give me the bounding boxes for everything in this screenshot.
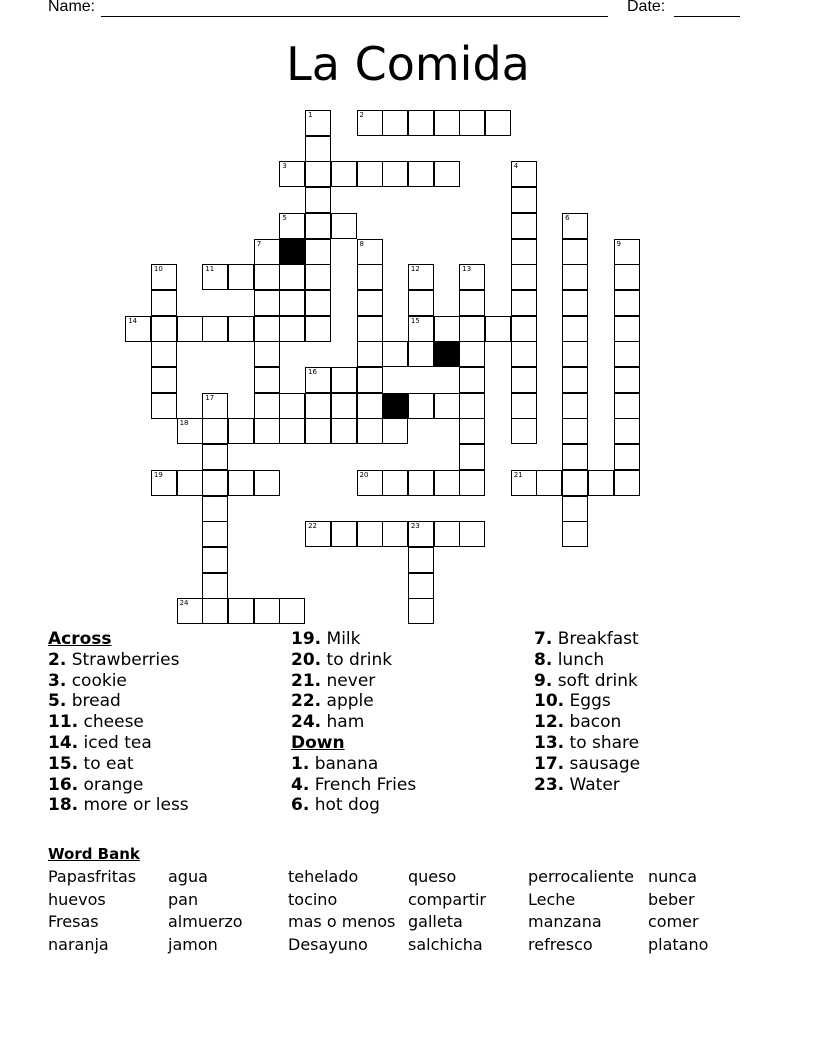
clue-across bbox=[48, 754, 189, 775]
grid-cell[interactable] bbox=[434, 470, 460, 496]
clue-down bbox=[534, 650, 640, 671]
grid-cell[interactable] bbox=[305, 161, 331, 187]
clue-number: 14 bbox=[128, 316, 138, 325]
page-title: La Comida bbox=[286, 37, 530, 91]
grid-cell[interactable] bbox=[562, 444, 588, 470]
clue-across bbox=[48, 733, 189, 754]
clue-text: cookie bbox=[71, 670, 127, 691]
clue-text: hot dog bbox=[314, 795, 380, 816]
grid-cell[interactable] bbox=[279, 290, 305, 316]
grid-cell[interactable] bbox=[151, 367, 177, 393]
clue-number: 10 bbox=[153, 265, 163, 274]
grid-cell[interactable] bbox=[511, 341, 537, 367]
clue-number: 15. bbox=[48, 753, 79, 774]
grid-cell[interactable] bbox=[357, 470, 383, 496]
clue-number: 23 bbox=[410, 522, 420, 531]
clue-across bbox=[48, 795, 189, 816]
grid-cell[interactable] bbox=[511, 161, 537, 187]
grid-cell[interactable] bbox=[331, 161, 357, 187]
grid-cell[interactable] bbox=[562, 393, 588, 419]
grid-cell[interactable] bbox=[202, 418, 228, 444]
word-bank-item: manzana bbox=[528, 912, 602, 931]
grid-cell[interactable] bbox=[357, 110, 383, 136]
grid-cell[interactable] bbox=[151, 264, 177, 290]
clue-text: bread bbox=[71, 691, 121, 712]
grid-cell[interactable] bbox=[511, 187, 537, 213]
grid-cell[interactable] bbox=[408, 547, 434, 573]
clue-number: 16 bbox=[308, 368, 318, 376]
grid-cell[interactable] bbox=[202, 316, 228, 342]
grid-cell[interactable] bbox=[357, 239, 383, 265]
grid-cell[interactable] bbox=[434, 161, 460, 187]
grid-cell[interactable] bbox=[331, 367, 357, 393]
grid-cell[interactable] bbox=[408, 521, 434, 547]
grid-cell[interactable] bbox=[254, 598, 280, 624]
grid-cell[interactable] bbox=[614, 290, 640, 316]
clue-number: 19 bbox=[153, 470, 163, 479]
clue-text: to eat bbox=[83, 753, 134, 774]
clue-text: to share bbox=[569, 732, 640, 753]
grid-cell[interactable] bbox=[305, 316, 331, 342]
grid-cell[interactable] bbox=[408, 598, 434, 624]
clue-down bbox=[534, 691, 640, 712]
grid-cell[interactable] bbox=[357, 341, 383, 367]
word-bank-item: refresco bbox=[528, 934, 593, 954]
clue-number: 4. bbox=[291, 774, 310, 795]
grid-cell[interactable] bbox=[562, 470, 588, 496]
grid-cell[interactable] bbox=[459, 316, 485, 342]
clue-text: never bbox=[326, 670, 376, 691]
grid-cell[interactable] bbox=[305, 393, 331, 419]
grid-cell[interactable] bbox=[562, 367, 588, 393]
grid-cell[interactable] bbox=[408, 161, 434, 187]
grid-cell[interactable] bbox=[305, 187, 331, 213]
grid-cell[interactable] bbox=[408, 341, 434, 367]
clue-text: sausage bbox=[569, 753, 641, 774]
clue-number: 13 bbox=[462, 265, 472, 274]
grid-cell[interactable] bbox=[125, 316, 151, 342]
clue-number: 5. bbox=[48, 691, 67, 712]
clue-heading: Down bbox=[291, 732, 345, 753]
clue-number: 22 bbox=[308, 522, 318, 531]
clue-text: cheese bbox=[83, 712, 144, 733]
grid-cell[interactable] bbox=[177, 316, 203, 342]
clue-number: 21 bbox=[513, 470, 523, 479]
grid-cell[interactable] bbox=[408, 393, 434, 419]
clue-number: 23. bbox=[534, 774, 565, 795]
clue-text: Strawberries bbox=[71, 649, 180, 670]
word-bank-item: salchicha bbox=[408, 934, 483, 954]
grid-cell[interactable] bbox=[279, 393, 305, 419]
grid-cell[interactable] bbox=[254, 418, 280, 444]
clue-text: soft drink bbox=[557, 670, 638, 691]
grid-cell[interactable] bbox=[459, 470, 485, 496]
grid-cell[interactable] bbox=[357, 290, 383, 316]
clue-across bbox=[48, 775, 189, 796]
grid-cell[interactable] bbox=[228, 418, 254, 444]
grid-cell[interactable] bbox=[614, 316, 640, 342]
clue-text: Eggs bbox=[569, 691, 611, 712]
clue-text: Water bbox=[569, 774, 620, 795]
word-bank-item: galleta bbox=[408, 912, 463, 931]
clue-text: apple bbox=[326, 691, 374, 712]
clue-text: orange bbox=[83, 774, 144, 795]
grid-cell[interactable] bbox=[177, 470, 203, 496]
clue-across bbox=[48, 650, 189, 671]
word-bank-item: jamon bbox=[168, 934, 218, 954]
word-bank-item: tehelado bbox=[288, 867, 359, 886]
grid-cell[interactable] bbox=[614, 470, 640, 496]
clue-number: 12 bbox=[410, 265, 420, 274]
grid-cell[interactable] bbox=[562, 496, 588, 522]
grid-cell[interactable] bbox=[305, 521, 331, 547]
clue-number: 24. bbox=[291, 712, 322, 733]
clue-text: lunch bbox=[557, 649, 605, 670]
clue-number: 1 bbox=[308, 111, 313, 119]
clue-across bbox=[291, 650, 416, 671]
grid-cell[interactable] bbox=[254, 239, 280, 265]
word-bank-item: Leche bbox=[528, 889, 576, 909]
clue-heading: Across bbox=[48, 629, 112, 649]
clue-down bbox=[291, 795, 416, 816]
grid-cell[interactable] bbox=[408, 470, 434, 496]
grid-cell[interactable] bbox=[202, 264, 228, 290]
grid-cell[interactable] bbox=[151, 290, 177, 316]
clue-number: 20 bbox=[359, 470, 369, 479]
grid-cell[interactable] bbox=[562, 341, 588, 367]
grid-cell[interactable] bbox=[357, 393, 383, 419]
word-bank-title: Word Bank bbox=[48, 845, 140, 863]
clue-number: 6 bbox=[565, 213, 570, 222]
grid-cell[interactable] bbox=[357, 316, 383, 342]
grid-cell[interactable] bbox=[408, 110, 434, 136]
grid-cell[interactable] bbox=[614, 393, 640, 419]
clue-text: ham bbox=[326, 712, 365, 733]
grid-cell[interactable] bbox=[305, 290, 331, 316]
clue-down bbox=[534, 754, 640, 775]
word-bank-item: platano bbox=[648, 934, 709, 954]
grid-cell[interactable] bbox=[382, 418, 408, 444]
date-label: Date: bbox=[627, 0, 666, 15]
grid-cell[interactable] bbox=[536, 470, 562, 496]
grid-cell[interactable] bbox=[459, 521, 485, 547]
grid-cell[interactable] bbox=[562, 316, 588, 342]
grid-cell[interactable] bbox=[305, 264, 331, 290]
grid-cell[interactable] bbox=[408, 316, 434, 342]
word-bank-item: beber bbox=[648, 889, 695, 909]
word-bank-item: tocino bbox=[288, 889, 338, 909]
grid-cell[interactable] bbox=[151, 316, 177, 342]
grid-cell[interactable] bbox=[408, 290, 434, 316]
word-bank-item: perrocaliente bbox=[528, 867, 634, 886]
clue-text: Milk bbox=[326, 629, 361, 649]
grid-cell[interactable] bbox=[279, 418, 305, 444]
clue-across bbox=[48, 712, 189, 733]
clue-across bbox=[48, 671, 189, 692]
grid-cell[interactable] bbox=[459, 264, 485, 290]
clue-number: 22. bbox=[291, 691, 322, 712]
clue-text: to drink bbox=[326, 649, 393, 670]
clue-number: 18 bbox=[179, 419, 189, 428]
grid-cell[interactable] bbox=[254, 264, 280, 290]
clue-number: 7. bbox=[534, 629, 553, 649]
clue-number: 17. bbox=[534, 753, 565, 774]
grid-cell[interactable] bbox=[254, 316, 280, 342]
word-bank-item: naranja bbox=[48, 934, 109, 954]
clue-number: 3. bbox=[48, 670, 67, 691]
grid-cell[interactable] bbox=[382, 110, 408, 136]
grid-cell[interactable] bbox=[511, 264, 537, 290]
grid-cell[interactable] bbox=[459, 393, 485, 419]
grid-cell[interactable] bbox=[511, 290, 537, 316]
grid-cell[interactable] bbox=[331, 393, 357, 419]
word-bank-item: huevos bbox=[48, 889, 106, 909]
grid-cell[interactable] bbox=[357, 418, 383, 444]
grid-cell[interactable] bbox=[614, 341, 640, 367]
grid-cell[interactable] bbox=[202, 573, 228, 599]
grid-cell[interactable] bbox=[254, 341, 280, 367]
grid-cell[interactable] bbox=[562, 290, 588, 316]
clue-number: 13. bbox=[534, 732, 565, 753]
word-bank-item: compartir bbox=[408, 889, 487, 909]
grid-cell[interactable] bbox=[511, 470, 537, 496]
clue-number: 1. bbox=[291, 753, 310, 774]
grid-cell[interactable] bbox=[305, 239, 331, 265]
word-bank-item: pan bbox=[168, 889, 199, 909]
grid-cell[interactable] bbox=[511, 213, 537, 239]
grid-cell[interactable] bbox=[357, 161, 383, 187]
grid-cell[interactable] bbox=[511, 367, 537, 393]
grid-cell[interactable] bbox=[382, 341, 408, 367]
grid-cell[interactable] bbox=[562, 213, 588, 239]
grid-cell[interactable] bbox=[202, 444, 228, 470]
grid-cell[interactable] bbox=[614, 239, 640, 265]
clue-text: banana bbox=[314, 753, 379, 774]
grid-cell[interactable] bbox=[511, 418, 537, 444]
clue-number: 17 bbox=[205, 393, 215, 402]
clue-number: 15 bbox=[410, 316, 420, 325]
grid-cell[interactable] bbox=[459, 418, 485, 444]
clue-number: 20. bbox=[291, 649, 322, 670]
grid-cell[interactable] bbox=[614, 444, 640, 470]
grid-cell[interactable] bbox=[305, 110, 331, 136]
clues-column-3 bbox=[534, 629, 640, 795]
grid-cell[interactable] bbox=[382, 161, 408, 187]
grid-cell[interactable] bbox=[202, 598, 228, 624]
grid-cell[interactable] bbox=[305, 136, 331, 162]
grid-cell[interactable] bbox=[254, 470, 280, 496]
clue-number: 4 bbox=[513, 162, 519, 171]
grid-cell[interactable] bbox=[511, 316, 537, 342]
word-bank-item: nunca bbox=[648, 867, 698, 886]
clue-text: French Fries bbox=[314, 774, 417, 795]
grid-cell[interactable] bbox=[485, 316, 511, 342]
grid-cell[interactable] bbox=[279, 598, 305, 624]
grid-cell[interactable] bbox=[357, 367, 383, 393]
grid-cell[interactable] bbox=[614, 418, 640, 444]
grid-cell[interactable] bbox=[434, 110, 460, 136]
clue-text: bacon bbox=[569, 712, 622, 733]
grid-cell[interactable] bbox=[228, 316, 254, 342]
grid-cell[interactable] bbox=[202, 496, 228, 522]
word-bank-item: mas o menos bbox=[288, 912, 396, 931]
clue-across bbox=[291, 671, 416, 692]
clue-number: 3 bbox=[282, 162, 287, 171]
grid-cell[interactable] bbox=[202, 393, 228, 419]
word-bank-item: Fresas bbox=[48, 912, 99, 931]
grid-cell[interactable] bbox=[562, 418, 588, 444]
grid-cell[interactable] bbox=[459, 367, 485, 393]
blocked-cell bbox=[279, 239, 305, 265]
grid-cell[interactable] bbox=[254, 367, 280, 393]
word-bank-item: Papasfritas bbox=[48, 867, 137, 886]
grid-cell[interactable] bbox=[562, 239, 588, 265]
grid-cell[interactable] bbox=[202, 470, 228, 496]
clues-column-2 bbox=[291, 629, 416, 816]
grid-cell[interactable] bbox=[177, 598, 203, 624]
clue-down bbox=[534, 712, 640, 733]
grid-cell[interactable] bbox=[459, 341, 485, 367]
grid-cell[interactable] bbox=[279, 316, 305, 342]
grid-cell[interactable] bbox=[357, 264, 383, 290]
clues-column-1 bbox=[48, 629, 189, 816]
grid-cell[interactable] bbox=[511, 239, 537, 265]
clue-across bbox=[291, 629, 416, 650]
grid-cell[interactable] bbox=[254, 290, 280, 316]
grid-cell[interactable] bbox=[151, 470, 177, 496]
grid-cell[interactable] bbox=[382, 521, 408, 547]
clue-number: 9. bbox=[534, 670, 553, 691]
grid-cell[interactable] bbox=[434, 316, 460, 342]
grid-cell[interactable] bbox=[305, 418, 331, 444]
grid-cell[interactable] bbox=[305, 213, 331, 239]
name-label: Name: bbox=[48, 0, 96, 15]
clue-across bbox=[48, 691, 189, 712]
clue-down bbox=[534, 775, 640, 796]
clue-number: 10. bbox=[534, 691, 565, 712]
clue-text: more or less bbox=[83, 795, 189, 816]
clue-number: 11 bbox=[205, 265, 215, 274]
grid-cell[interactable] bbox=[151, 393, 177, 419]
clue-text: iced tea bbox=[83, 732, 152, 753]
grid-cell[interactable] bbox=[331, 418, 357, 444]
grid-cell[interactable] bbox=[279, 264, 305, 290]
clue-number: 7 bbox=[256, 239, 262, 248]
clue-text: Breakfast bbox=[557, 629, 639, 649]
grid-cell[interactable] bbox=[614, 367, 640, 393]
clue-number: 14. bbox=[48, 732, 79, 753]
clue-number: 19. bbox=[291, 629, 322, 649]
grid-cell[interactable] bbox=[562, 264, 588, 290]
clue-number: 8. bbox=[534, 649, 553, 670]
word-bank-item: agua bbox=[168, 867, 208, 886]
grid-cell[interactable] bbox=[177, 418, 203, 444]
clue-number: 16. bbox=[48, 774, 79, 795]
grid-cell[interactable] bbox=[202, 521, 228, 547]
grid-cell[interactable] bbox=[228, 598, 254, 624]
clue-number: 6. bbox=[291, 795, 310, 816]
grid-cell[interactable] bbox=[485, 110, 511, 136]
clue-down bbox=[534, 629, 640, 650]
grid-cell[interactable] bbox=[434, 393, 460, 419]
clue-number: 8 bbox=[359, 239, 364, 248]
word-bank-item: Desayuno bbox=[288, 934, 368, 954]
clue-number: 5 bbox=[282, 213, 287, 222]
grid-cell[interactable] bbox=[459, 290, 485, 316]
grid-cell[interactable] bbox=[459, 444, 485, 470]
grid-cell[interactable] bbox=[305, 367, 331, 393]
grid-cell[interactable] bbox=[562, 521, 588, 547]
blocked-cell bbox=[434, 341, 460, 367]
clue-number: 18. bbox=[48, 795, 79, 816]
clue-number: 2. bbox=[48, 649, 67, 670]
grid-cell[interactable] bbox=[331, 213, 357, 239]
grid-cell[interactable] bbox=[202, 547, 228, 573]
clue-number: 12. bbox=[534, 712, 565, 733]
clue-down bbox=[291, 775, 416, 796]
clue-number: 24 bbox=[179, 599, 189, 608]
clue-down bbox=[534, 733, 640, 754]
blocked-cell bbox=[382, 393, 408, 419]
word-bank-item: almuerzo bbox=[168, 912, 243, 931]
word-bank-item: queso bbox=[408, 867, 457, 886]
grid-cell[interactable] bbox=[279, 161, 305, 187]
grid-cell[interactable] bbox=[228, 264, 254, 290]
grid-cell[interactable] bbox=[434, 521, 460, 547]
clue-number: 21. bbox=[291, 670, 322, 691]
grid-cell[interactable] bbox=[382, 470, 408, 496]
grid-cell[interactable] bbox=[151, 341, 177, 367]
grid-cell[interactable] bbox=[459, 110, 485, 136]
clue-down bbox=[534, 671, 640, 692]
clue-across bbox=[291, 691, 416, 712]
grid-cell[interactable] bbox=[511, 393, 537, 419]
grid-cell[interactable] bbox=[357, 521, 383, 547]
clue-down bbox=[291, 754, 416, 775]
grid-cell[interactable] bbox=[408, 264, 434, 290]
grid-cell[interactable] bbox=[279, 213, 305, 239]
grid-cell[interactable] bbox=[228, 470, 254, 496]
word-bank-item: comer bbox=[648, 912, 699, 931]
grid-cell[interactable] bbox=[614, 264, 640, 290]
grid-cell[interactable] bbox=[408, 573, 434, 599]
clue-number: 2 bbox=[359, 111, 364, 119]
grid-cell[interactable] bbox=[331, 521, 357, 547]
clue-number: 9 bbox=[616, 239, 621, 248]
grid-cell[interactable] bbox=[588, 470, 614, 496]
grid-cell[interactable] bbox=[254, 393, 280, 419]
clue-across bbox=[291, 712, 416, 733]
clue-number: 11. bbox=[48, 712, 79, 733]
